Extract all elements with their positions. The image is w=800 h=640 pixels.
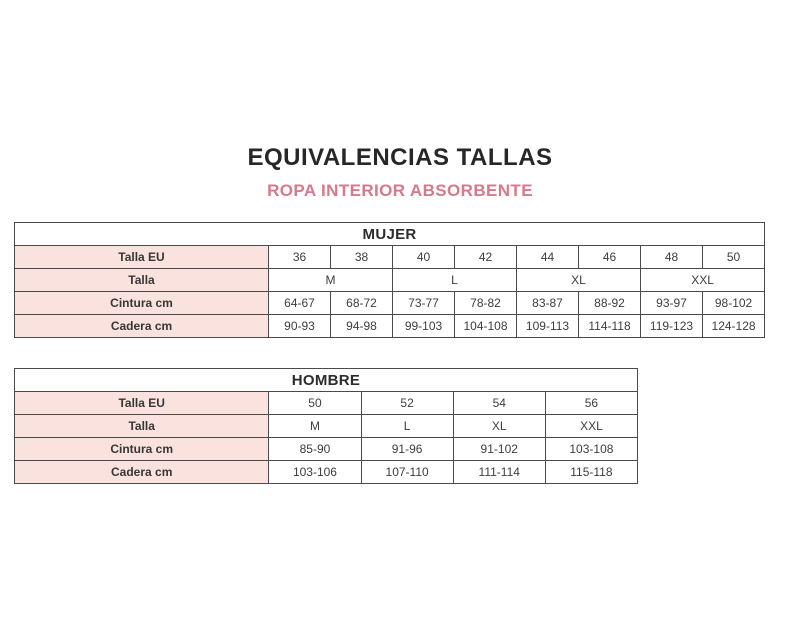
table-cell: XXL [641,269,765,292]
table-cell: 54 [453,392,545,415]
table-cell: 36 [269,246,331,269]
table-row [15,415,638,438]
row-label: Talla EU [15,392,269,415]
table-cell: 68-72 [331,292,393,315]
table-cell: 103-106 [269,461,361,484]
table-cell: 124-128 [703,315,765,338]
row-label: Talla [15,415,269,438]
page-title: EQUIVALENCIAS TALLAS [247,144,553,171]
row-label: Cadera cm [15,315,269,338]
row-label: Cintura cm [15,292,269,315]
table-cell: 91-102 [453,438,545,461]
table-row [15,369,638,392]
table-cell: M [269,415,361,438]
table-cell: 98-102 [703,292,765,315]
table-cell: 109-113 [517,315,579,338]
row-label: Cintura cm [15,438,269,461]
size-table-mujer [14,222,765,338]
size-table-hombre [14,368,638,484]
table-cell: 42 [455,246,517,269]
table-header-mujer: MUJER [15,223,765,246]
table-cell: 90-93 [269,315,331,338]
table-cell: XL [517,269,641,292]
table-cell: 83-87 [517,292,579,315]
table-row [15,392,638,415]
table-cell: 64-67 [269,292,331,315]
table-row [15,315,765,338]
table-cell: 56 [545,392,637,415]
row-label: Cadera cm [15,461,269,484]
table-header-hombre: HOMBRE [15,369,638,392]
table-cell: 93-97 [641,292,703,315]
table-cell: 119-123 [641,315,703,338]
table-cell: 50 [269,392,361,415]
table-row [15,438,638,461]
table-cell: 103-108 [545,438,637,461]
table-cell: 107-110 [361,461,453,484]
table-cell: 85-90 [269,438,361,461]
table-row [15,461,638,484]
table-cell: 38 [331,246,393,269]
table-cell: 46 [579,246,641,269]
page-subtitle: ROPA INTERIOR ABSORBENTE [267,181,533,200]
table-cell: 44 [517,246,579,269]
table-cell: 104-108 [455,315,517,338]
table-cell: 48 [641,246,703,269]
table-cell: L [393,269,517,292]
table-cell: 40 [393,246,455,269]
table-cell: 99-103 [393,315,455,338]
table-cell: XXL [545,415,637,438]
table-cell: 88-92 [579,292,641,315]
table-cell: 111-114 [453,461,545,484]
table-cell: 94-98 [331,315,393,338]
table-cell: M [269,269,393,292]
table-cell: 91-96 [361,438,453,461]
table-cell: 115-118 [545,461,637,484]
table-cell: 78-82 [455,292,517,315]
table-cell: XL [453,415,545,438]
table-cell: 50 [703,246,765,269]
table-row [15,269,765,292]
table-row [15,223,765,246]
table-row [15,292,765,315]
table-row [15,246,765,269]
table-cell: 73-77 [393,292,455,315]
table-cell: L [361,415,453,438]
row-label: Talla EU [15,246,269,269]
table-cell: 114-118 [579,315,641,338]
row-label: Talla [15,269,269,292]
table-cell: 52 [361,392,453,415]
